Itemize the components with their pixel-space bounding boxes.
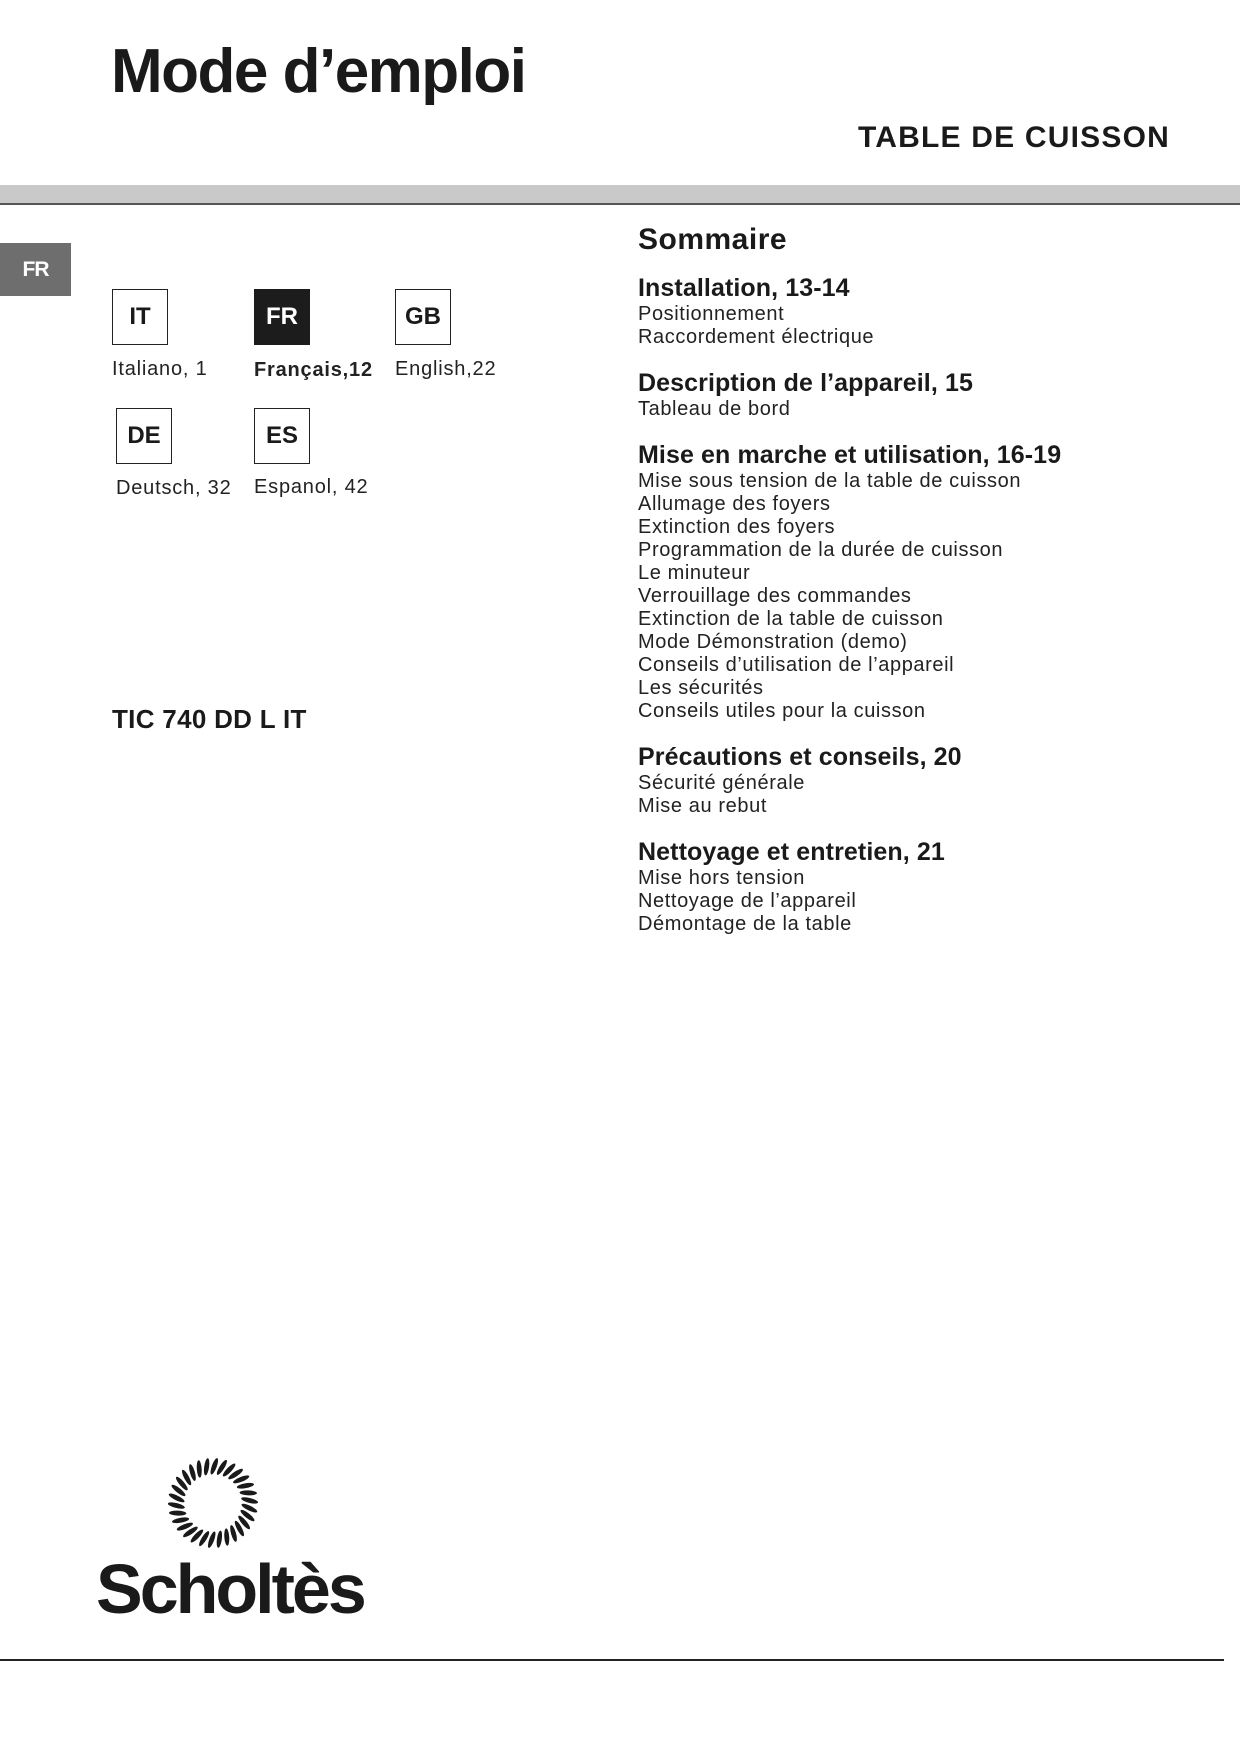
page-subtitle: TABLE DE CUISSON <box>858 121 1170 154</box>
toc-item[interactable]: Verrouillage des commandes <box>638 585 912 607</box>
toc-section-usage <box>638 441 1198 723</box>
sun-ray <box>241 1496 259 1505</box>
table-of-contents <box>638 222 1198 956</box>
toc-item[interactable]: Positionnement <box>638 303 785 325</box>
toc-item[interactable]: Conseils utiles pour la cuisson <box>638 700 926 722</box>
toc-item[interactable]: Mode Démonstration (demo) <box>638 631 908 653</box>
lang-box-es[interactable]: ES <box>254 408 310 464</box>
toc-item[interactable]: Extinction des foyers <box>638 516 836 538</box>
header-divider <box>0 203 1240 205</box>
toc-item[interactable]: Conseils d’utilisation de l’appareil <box>638 654 955 676</box>
toc-heading: Sommaire <box>638 223 788 256</box>
lang-box-it[interactable]: IT <box>112 289 168 345</box>
language-side-tab: FR <box>0 243 71 296</box>
brand-logo-text: Scholtès <box>96 1550 364 1628</box>
lang-box-fr[interactable]: FR <box>254 289 310 345</box>
lang-label-it[interactable]: Italiano, 1 <box>112 358 208 380</box>
sun-ray <box>216 1530 223 1548</box>
model-number: TIC 740 DD L IT <box>112 704 307 734</box>
toc-item[interactable]: Les sécurités <box>638 677 764 699</box>
toc-item[interactable]: Tableau de bord <box>638 398 791 420</box>
toc-item[interactable]: Démontage de la table <box>638 913 852 935</box>
sun-ray <box>172 1516 190 1524</box>
toc-section-cleaning <box>638 838 1198 936</box>
toc-item[interactable]: Le minuteur <box>638 562 751 584</box>
sun-ray <box>196 1460 202 1478</box>
lang-box-gb[interactable]: GB <box>395 289 451 345</box>
toc-item[interactable]: Mise sous tension de la table de cuisson <box>638 470 1022 492</box>
toc-item[interactable]: Mise au rebut <box>638 795 767 817</box>
sun-ray <box>224 1528 230 1546</box>
lang-label-gb[interactable]: English,22 <box>395 358 497 380</box>
toc-section-title[interactable]: Mise en marche et utilisation, 16-19 <box>638 441 1062 469</box>
lang-label-de[interactable]: Deutsch, 32 <box>116 477 232 499</box>
toc-item[interactable]: Sécurité générale <box>638 772 805 794</box>
toc-item[interactable]: Programmation de la durée de cuisson <box>638 539 1004 561</box>
toc-section-title[interactable]: Nettoyage et entretien, 21 <box>638 838 945 866</box>
toc-item[interactable]: Raccordement électrique <box>638 326 875 348</box>
footer-divider <box>0 1659 1224 1661</box>
sun-ray <box>203 1458 210 1476</box>
lang-label-es[interactable]: Espanol, 42 <box>254 476 369 498</box>
toc-section-description <box>638 369 1198 421</box>
toc-item[interactable]: Extinction de la table de cuisson <box>638 608 944 630</box>
page-title: Mode d’emploi <box>111 37 526 106</box>
toc-item[interactable]: Allumage des foyers <box>638 493 831 515</box>
toc-section-title[interactable]: Installation, 13-14 <box>638 274 850 302</box>
toc-item[interactable]: Mise hors tension <box>638 867 805 889</box>
sun-ray <box>240 1490 258 1495</box>
toc-item[interactable]: Nettoyage de l’appareil <box>638 890 857 912</box>
lang-box-de[interactable]: DE <box>116 408 172 464</box>
header-band <box>0 185 1240 203</box>
toc-section-title[interactable]: Précautions et conseils, 20 <box>638 743 962 771</box>
toc-section-title[interactable]: Description de l’appareil, 15 <box>638 369 973 397</box>
lang-label-fr[interactable]: Français,12 <box>254 359 373 381</box>
sun-burst-logo-icon <box>162 1452 264 1554</box>
toc-section-installation <box>638 274 1198 349</box>
sun-ray <box>167 1501 185 1510</box>
toc-section-precautions <box>638 743 1198 818</box>
sun-ray <box>236 1482 254 1490</box>
sun-ray <box>169 1510 187 1515</box>
